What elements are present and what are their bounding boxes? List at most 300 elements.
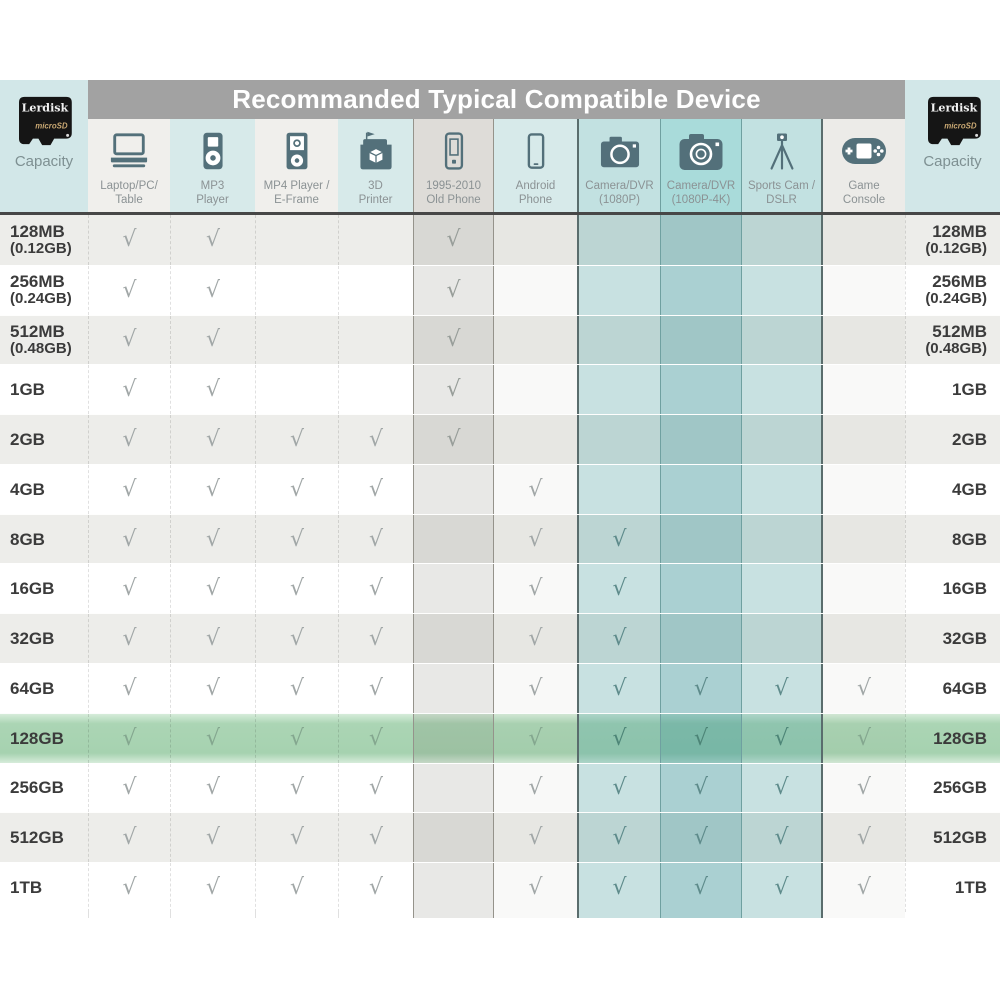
table-row-64GB	[0, 663, 1000, 713]
capacity-value: 128MB	[932, 221, 987, 241]
check-cell-4GB-laptop	[88, 465, 170, 514]
capacity-label-right	[905, 266, 1000, 315]
check-mark: √	[612, 775, 627, 801]
check-cell-1GB-mp3	[170, 365, 255, 414]
old-phone-icon	[435, 125, 473, 177]
check-cell-256GB-sportscam	[742, 764, 823, 813]
check-cell-128MB-oldphone	[413, 215, 494, 265]
check-mark: √	[612, 725, 627, 751]
empty-cell-16GB-game	[823, 564, 905, 613]
empty-cell-4GB-cam4k	[660, 465, 742, 514]
check-cell-512GB-android	[494, 813, 577, 862]
check-mark: √	[368, 775, 384, 801]
table-row-16GB	[0, 563, 1000, 613]
check-cell-64GB-cam1080	[577, 664, 660, 713]
table-title-bar	[88, 80, 905, 119]
check-cell-256GB-mp3	[170, 764, 255, 813]
check-cell-1TB-mp4	[255, 863, 338, 912]
check-cell-512MB-oldphone	[413, 316, 494, 365]
capacity-header-right	[905, 80, 1000, 212]
capacity-label-right	[905, 714, 1000, 763]
check-mark: √	[122, 675, 137, 701]
column-label-oldphone: 1995-2010 Old Phone	[426, 180, 481, 207]
capacity-label-left	[0, 316, 88, 365]
empty-cell-8GB-cam4k	[660, 515, 742, 564]
card-logo-text: microSD	[35, 121, 68, 131]
check-cell-1TB-printer3d	[338, 863, 413, 912]
mp3-player-icon	[193, 125, 233, 177]
empty-cell-4GB-sportscam	[742, 465, 823, 514]
empty-cell-512MB-game	[823, 316, 905, 365]
capacity-value: 512GB	[933, 828, 987, 848]
check-cell-256GB-mp4	[255, 764, 338, 813]
check-mark: √	[368, 427, 384, 453]
empty-cell-32GB-cam4k	[660, 614, 742, 663]
capacity-value: 16GB	[10, 579, 55, 599]
check-cell-4GB-printer3d	[338, 465, 413, 514]
capacity-subvalue: (0.48GB)	[10, 340, 72, 358]
check-mark: √	[774, 775, 789, 801]
check-cell-512GB-laptop	[88, 813, 170, 862]
table-row-2GB	[0, 414, 1000, 464]
empty-cell-128MB-sportscam	[742, 215, 823, 265]
card-brand-text: Lerdisk	[930, 101, 977, 115]
empty-cell-512MB-printer3d	[338, 316, 413, 365]
capacity-label-right	[905, 664, 1000, 713]
column-header-cam1080	[577, 119, 660, 212]
column-header-oldphone	[413, 119, 494, 212]
check-mark: √	[446, 227, 461, 253]
empty-cell-1GB-game	[823, 365, 905, 414]
empty-cell-32GB-game	[823, 614, 905, 663]
check-mark: √	[205, 476, 221, 502]
capacity-subvalue: (0.24GB)	[925, 290, 987, 308]
check-cell-512GB-cam4k	[660, 813, 742, 862]
check-mark: √	[774, 725, 789, 751]
table-row-512MB	[0, 315, 1000, 365]
column-header-game	[823, 119, 905, 212]
capacity-label-left	[0, 764, 88, 813]
capacity-label-right	[905, 863, 1000, 912]
empty-cell-2GB-game	[823, 415, 905, 464]
capacity-subvalue: (0.24GB)	[10, 290, 72, 308]
empty-cell-8GB-sportscam	[742, 515, 823, 564]
column-header-sportscam	[742, 119, 823, 212]
column-header-cam4k	[660, 119, 742, 212]
tripod-camera-icon	[762, 125, 802, 177]
empty-cell-4GB-oldphone	[413, 465, 494, 514]
check-cell-128GB-cam4k	[660, 714, 742, 763]
check-mark: √	[528, 875, 543, 901]
footer-tint-game	[823, 912, 905, 918]
capacity-label-left	[0, 515, 88, 564]
column-label-android: Android Phone	[515, 180, 556, 207]
check-cell-1TB-android	[494, 863, 577, 912]
capacity-value: 256MB	[932, 272, 987, 292]
check-cell-16GB-printer3d	[338, 564, 413, 613]
capacity-value: 256MB	[10, 272, 65, 292]
check-mark: √	[289, 875, 305, 901]
column-label-cam1080: Camera/DVR (1080P)	[585, 180, 654, 207]
check-cell-32GB-laptop	[88, 614, 170, 663]
empty-cell-32GB-oldphone	[413, 614, 494, 663]
microsd-card-graphic	[15, 96, 73, 146]
compatibility-matrix	[0, 215, 1000, 918]
check-mark: √	[122, 526, 137, 552]
check-mark: √	[368, 825, 384, 851]
check-cell-8GB-printer3d	[338, 515, 413, 564]
check-mark: √	[122, 875, 137, 901]
card-logo-text: microSD	[943, 121, 977, 131]
check-cell-8GB-android	[494, 515, 577, 564]
capacity-value: 256GB	[10, 778, 64, 798]
check-cell-2GB-mp4	[255, 415, 338, 464]
check-cell-1TB-laptop	[88, 863, 170, 912]
capacity-value: 64GB	[10, 678, 55, 698]
capacity-value: 512MB	[10, 322, 65, 342]
check-cell-256GB-printer3d	[338, 764, 413, 813]
check-mark: √	[122, 427, 137, 453]
check-mark: √	[612, 576, 627, 602]
empty-cell-256MB-printer3d	[338, 266, 413, 315]
column-label-mp3: MP3 Player	[196, 180, 229, 207]
empty-cell-256MB-sportscam	[742, 266, 823, 315]
empty-cell-2GB-cam1080	[577, 415, 660, 464]
check-cell-128GB-mp4	[255, 714, 338, 763]
column-header-android	[494, 119, 577, 212]
check-cell-128GB-android	[494, 714, 577, 763]
capacity-value: 512GB	[10, 828, 64, 848]
capacity-label-right	[905, 415, 1000, 464]
footer-tint-laptop	[88, 912, 170, 918]
check-cell-1TB-cam1080	[577, 863, 660, 912]
check-cell-512GB-game	[823, 813, 905, 862]
empty-cell-1GB-android	[494, 365, 577, 414]
footer-tint-android	[494, 912, 577, 918]
check-cell-256GB-cam1080	[577, 764, 660, 813]
camera-4k-icon	[677, 125, 725, 177]
check-mark: √	[289, 526, 305, 552]
empty-cell-512MB-sportscam	[742, 316, 823, 365]
check-cell-2GB-printer3d	[338, 415, 413, 464]
capacity-label-left	[0, 365, 88, 414]
check-cell-64GB-mp4	[255, 664, 338, 713]
capacity-label-left	[0, 714, 88, 763]
capacity-label-right	[905, 365, 1000, 414]
capacity-label-right	[905, 465, 1000, 514]
capacity-label-left	[0, 266, 88, 315]
empty-cell-512MB-cam1080	[577, 316, 660, 365]
check-mark: √	[122, 576, 137, 602]
check-mark: √	[774, 675, 789, 701]
check-mark: √	[528, 675, 543, 701]
check-cell-1GB-oldphone	[413, 365, 494, 414]
check-cell-32GB-printer3d	[338, 614, 413, 663]
capacity-header-left	[0, 80, 88, 212]
check-mark: √	[289, 725, 305, 751]
check-mark: √	[205, 576, 221, 602]
check-cell-4GB-mp3	[170, 465, 255, 514]
check-mark: √	[693, 775, 709, 801]
capacity-value: 32GB	[10, 629, 55, 649]
check-cell-16GB-laptop	[88, 564, 170, 613]
empty-cell-8GB-game	[823, 515, 905, 564]
column-label-game: Game Console	[842, 180, 886, 207]
check-cell-4GB-android	[494, 465, 577, 514]
check-cell-4GB-mp4	[255, 465, 338, 514]
empty-cell-4GB-cam1080	[577, 465, 660, 514]
column-label-sportscam: Sports Cam / DSLR	[747, 180, 816, 207]
check-mark: √	[612, 626, 627, 652]
check-mark: √	[368, 526, 384, 552]
check-cell-256GB-cam4k	[660, 764, 742, 813]
check-mark: √	[205, 526, 221, 552]
footer-tint-cam4k	[660, 912, 742, 918]
capacity-value: 2GB	[10, 430, 45, 449]
capacity-label-right	[905, 215, 1000, 265]
check-mark: √	[122, 227, 137, 253]
device-header-row	[88, 119, 905, 212]
capacity-label-left	[0, 215, 88, 265]
capacity-label-left	[0, 664, 88, 713]
check-cell-512GB-mp3	[170, 813, 255, 862]
empty-cell-128MB-game	[823, 215, 905, 265]
check-mark: √	[205, 277, 221, 303]
empty-cell-256MB-cam1080	[577, 266, 660, 315]
check-mark: √	[205, 825, 221, 851]
table-row-8GB	[0, 514, 1000, 564]
check-mark: √	[612, 675, 627, 701]
capacity-label-left	[0, 813, 88, 862]
check-cell-256GB-android	[494, 764, 577, 813]
capacity-value: 8GB	[952, 529, 987, 549]
check-cell-128GB-game	[823, 714, 905, 763]
check-mark: √	[289, 775, 305, 801]
empty-cell-128GB-oldphone	[413, 714, 494, 763]
check-cell-128MB-laptop	[88, 215, 170, 265]
empty-cell-16GB-cam4k	[660, 564, 742, 613]
footer-tint-mp4	[255, 912, 338, 918]
check-cell-1TB-cam4k	[660, 863, 742, 912]
empty-cell-512MB-mp4	[255, 316, 338, 365]
check-cell-128GB-cam1080	[577, 714, 660, 763]
3d-printer-icon	[354, 125, 398, 177]
check-mark: √	[693, 825, 709, 851]
check-mark: √	[122, 626, 137, 652]
footer-spacer	[0, 912, 88, 918]
capacity-label-right	[905, 515, 1000, 564]
check-cell-256MB-mp3	[170, 266, 255, 315]
check-mark: √	[122, 775, 137, 801]
check-mark: √	[693, 875, 709, 901]
capacity-column-title: Capacity	[923, 153, 982, 170]
table-row-32GB	[0, 613, 1000, 663]
check-mark: √	[289, 626, 305, 652]
capacity-value: 4GB	[952, 479, 987, 499]
capacity-value: 8GB	[10, 529, 45, 549]
empty-cell-2GB-cam4k	[660, 415, 742, 464]
capacity-label-left	[0, 564, 88, 613]
footer-tint-mp3	[170, 912, 255, 918]
capacity-label-right	[905, 316, 1000, 365]
check-cell-8GB-mp4	[255, 515, 338, 564]
check-mark: √	[368, 675, 384, 701]
column-label-cam4k: Camera/DVR (1080P-4K)	[666, 180, 736, 207]
check-mark: √	[368, 725, 384, 751]
game-console-icon	[840, 125, 888, 177]
check-mark: √	[289, 576, 305, 602]
check-cell-16GB-cam1080	[577, 564, 660, 613]
check-cell-64GB-mp3	[170, 664, 255, 713]
camera-1080p-icon	[597, 125, 643, 177]
capacity-value: 2GB	[952, 430, 987, 449]
check-mark: √	[856, 725, 872, 751]
check-mark: √	[528, 626, 543, 652]
check-mark: √	[612, 825, 627, 851]
check-mark: √	[205, 427, 221, 453]
empty-cell-256GB-oldphone	[413, 764, 494, 813]
check-mark: √	[856, 675, 872, 701]
empty-cell-256MB-cam4k	[660, 266, 742, 315]
check-cell-512GB-mp4	[255, 813, 338, 862]
check-mark: √	[205, 626, 221, 652]
check-cell-64GB-android	[494, 664, 577, 713]
check-mark: √	[368, 476, 384, 502]
check-cell-16GB-mp3	[170, 564, 255, 613]
table-row-1GB	[0, 364, 1000, 414]
check-mark: √	[205, 675, 221, 701]
empty-cell-1GB-cam1080	[577, 365, 660, 414]
check-cell-512MB-mp3	[170, 316, 255, 365]
check-cell-128MB-mp3	[170, 215, 255, 265]
check-mark: √	[122, 476, 137, 502]
empty-cell-128MB-cam1080	[577, 215, 660, 265]
check-mark: √	[122, 725, 137, 751]
check-mark: √	[368, 576, 384, 602]
check-cell-64GB-laptop	[88, 664, 170, 713]
laptop-icon	[106, 125, 152, 177]
check-cell-2GB-laptop	[88, 415, 170, 464]
check-cell-512MB-laptop	[88, 316, 170, 365]
check-cell-512GB-sportscam	[742, 813, 823, 862]
empty-cell-256MB-mp4	[255, 266, 338, 315]
capacity-label-left	[0, 465, 88, 514]
capacity-subvalue: (0.12GB)	[925, 240, 987, 257]
table-title: Recommanded Typical Compatible Device	[232, 84, 761, 114]
check-cell-256GB-game	[823, 764, 905, 813]
check-cell-16GB-mp4	[255, 564, 338, 613]
check-mark: √	[528, 476, 543, 502]
check-mark: √	[205, 775, 221, 801]
check-mark: √	[205, 377, 221, 403]
capacity-value: 4GB	[10, 479, 45, 499]
check-mark: √	[612, 526, 627, 552]
table-row-128MB	[0, 215, 1000, 265]
column-header-laptop	[88, 119, 170, 212]
table-row-128GB	[0, 713, 1000, 763]
empty-cell-128MB-printer3d	[338, 215, 413, 265]
capacity-subvalue: (0.12GB)	[10, 240, 72, 257]
check-cell-8GB-mp3	[170, 515, 255, 564]
check-mark: √	[368, 626, 384, 652]
empty-cell-128MB-mp4	[255, 215, 338, 265]
check-mark: √	[774, 825, 789, 851]
card-brand-text: Lerdisk	[21, 101, 69, 115]
empty-cell-256MB-android	[494, 266, 577, 315]
check-mark: √	[528, 576, 543, 602]
check-mark: √	[122, 377, 137, 403]
check-mark: √	[446, 377, 461, 403]
mp4-player-icon	[277, 125, 317, 177]
footer-tint-cam1080	[577, 912, 660, 918]
check-mark: √	[528, 825, 543, 851]
check-cell-256MB-oldphone	[413, 266, 494, 315]
capacity-value: 32GB	[942, 629, 987, 649]
capacity-value: 128GB	[10, 728, 64, 748]
check-cell-512GB-cam1080	[577, 813, 660, 862]
check-cell-512GB-printer3d	[338, 813, 413, 862]
check-mark: √	[528, 775, 543, 801]
empty-cell-1GB-sportscam	[742, 365, 823, 414]
check-cell-32GB-cam1080	[577, 614, 660, 663]
empty-cell-256MB-game	[823, 266, 905, 315]
check-cell-256GB-laptop	[88, 764, 170, 813]
column-header-mp3	[170, 119, 255, 212]
check-mark: √	[612, 875, 627, 901]
check-mark: √	[368, 875, 384, 901]
check-cell-1TB-sportscam	[742, 863, 823, 912]
check-mark: √	[693, 725, 709, 751]
check-mark: √	[289, 476, 305, 502]
capacity-label-right	[905, 813, 1000, 862]
check-mark: √	[205, 875, 221, 901]
capacity-value: 64GB	[942, 678, 987, 698]
check-mark: √	[205, 725, 221, 751]
check-cell-64GB-printer3d	[338, 664, 413, 713]
check-cell-64GB-sportscam	[742, 664, 823, 713]
check-mark: √	[122, 277, 137, 303]
footer-tint-oldphone	[413, 912, 494, 918]
check-cell-128GB-mp3	[170, 714, 255, 763]
table-row-512GB	[0, 812, 1000, 862]
capacity-label-left	[0, 415, 88, 464]
check-cell-2GB-oldphone	[413, 415, 494, 464]
capacity-value: 1GB	[952, 380, 987, 400]
check-mark: √	[856, 875, 872, 901]
empty-cell-8GB-oldphone	[413, 515, 494, 564]
footer-tint-printer3d	[338, 912, 413, 918]
column-label-mp4: MP4 Player / E-Frame	[263, 180, 330, 207]
check-mark: √	[289, 427, 305, 453]
empty-cell-1GB-cam4k	[660, 365, 742, 414]
check-cell-1TB-mp3	[170, 863, 255, 912]
table-row-256MB	[0, 265, 1000, 315]
column-label-laptop: Laptop/PC/ Table	[100, 180, 158, 207]
empty-cell-16GB-oldphone	[413, 564, 494, 613]
capacity-label-left	[0, 863, 88, 912]
capacity-subvalue: (0.48GB)	[925, 340, 987, 358]
check-mark: √	[205, 227, 221, 253]
table-row-1TB	[0, 862, 1000, 912]
capacity-value: 128GB	[933, 728, 987, 748]
check-cell-64GB-cam4k	[660, 664, 742, 713]
empty-cell-1GB-mp4	[255, 365, 338, 414]
check-cell-1TB-game	[823, 863, 905, 912]
check-mark: √	[856, 825, 872, 851]
check-mark: √	[528, 725, 543, 751]
capacity-column-title: Capacity	[14, 153, 74, 170]
empty-cell-512MB-android	[494, 316, 577, 365]
